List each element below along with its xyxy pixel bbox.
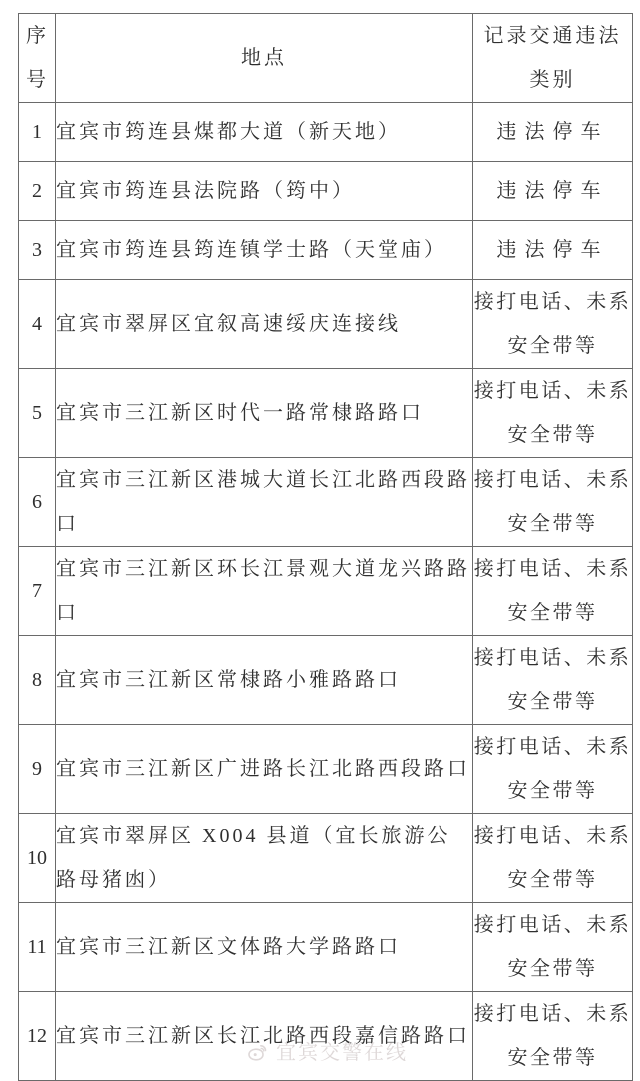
row-location-cell: 宜宾市三江新区常棣路小雅路路口	[56, 636, 473, 725]
table-row	[19, 280, 633, 369]
row-violation-cell: 违法停车	[473, 162, 633, 221]
header-row	[19, 14, 633, 103]
row-index-cell: 6	[19, 458, 56, 547]
row-violation-cell: 接打电话、未系安全带等	[473, 458, 633, 547]
row-violation-cell: 接打电话、未系安全带等	[473, 369, 633, 458]
table-row	[19, 636, 633, 725]
row-violation-cell: 违法停车	[473, 221, 633, 280]
row-violation-cell: 接打电话、未系安全带等	[473, 280, 633, 369]
row-location-cell: 宜宾市筠连县筠连镇学士路（天堂庙）	[56, 221, 473, 280]
row-location-cell: 宜宾市三江新区长江北路西段嘉信路路口	[56, 992, 473, 1081]
table-row	[19, 725, 633, 814]
row-violation-cell: 接打电话、未系安全带等	[473, 992, 633, 1081]
row-index-cell: 1	[19, 103, 56, 162]
row-index-cell: 11	[19, 903, 56, 992]
row-violation-cell: 接打电话、未系安全带等	[473, 814, 633, 903]
row-index-cell: 3	[19, 221, 56, 280]
table-row	[19, 903, 633, 992]
table-row	[19, 162, 633, 221]
watermark-text: 宜宾交警在线	[276, 1042, 408, 1064]
header-violation: 记录交通违法类别	[473, 14, 633, 103]
table-row	[19, 814, 633, 903]
row-index-cell: 12	[19, 992, 56, 1081]
row-index-cell: 8	[19, 636, 56, 725]
row-index-cell: 9	[19, 725, 56, 814]
row-index-cell: 10	[19, 814, 56, 903]
row-violation-cell: 违法停车	[473, 103, 633, 162]
row-location-cell: 宜宾市三江新区港城大道长江北路西段路口	[56, 458, 473, 547]
row-index-cell: 4	[19, 280, 56, 369]
header-location: 地点	[56, 14, 473, 103]
row-location-cell: 宜宾市翠屏区 X004 县道（宜长旅游公路母猪凼）	[56, 814, 473, 903]
table-row	[19, 992, 633, 1081]
row-violation-cell: 接打电话、未系安全带等	[473, 725, 633, 814]
row-violation-cell: 接打电话、未系安全带等	[473, 636, 633, 725]
header-index: 序号	[19, 14, 56, 103]
row-location-cell: 宜宾市三江新区环长江景观大道龙兴路路口	[56, 547, 473, 636]
row-violation-cell: 接打电话、未系安全带等	[473, 547, 633, 636]
row-location-cell: 宜宾市三江新区时代一路常棣路路口	[56, 369, 473, 458]
table-row	[19, 369, 633, 458]
row-index-cell: 5	[19, 369, 56, 458]
row-location-cell: 宜宾市翠屏区宜叙高速绥庆连接线	[56, 280, 473, 369]
table-row	[19, 221, 633, 280]
table-row	[19, 458, 633, 547]
row-index-cell: 7	[19, 547, 56, 636]
row-index-cell: 2	[19, 162, 56, 221]
row-location-cell: 宜宾市三江新区广进路长江北路西段路口	[56, 725, 473, 814]
row-location-cell: 宜宾市三江新区文体路大学路路口	[56, 903, 473, 992]
table-row	[19, 103, 633, 162]
row-location-cell: 宜宾市筠连县法院路（筠中）	[56, 162, 473, 221]
row-location-cell: 宜宾市筠连县煤都大道（新天地）	[56, 103, 473, 162]
violations-table	[18, 13, 633, 1081]
table-row	[19, 547, 633, 636]
row-violation-cell: 接打电话、未系安全带等	[473, 903, 633, 992]
